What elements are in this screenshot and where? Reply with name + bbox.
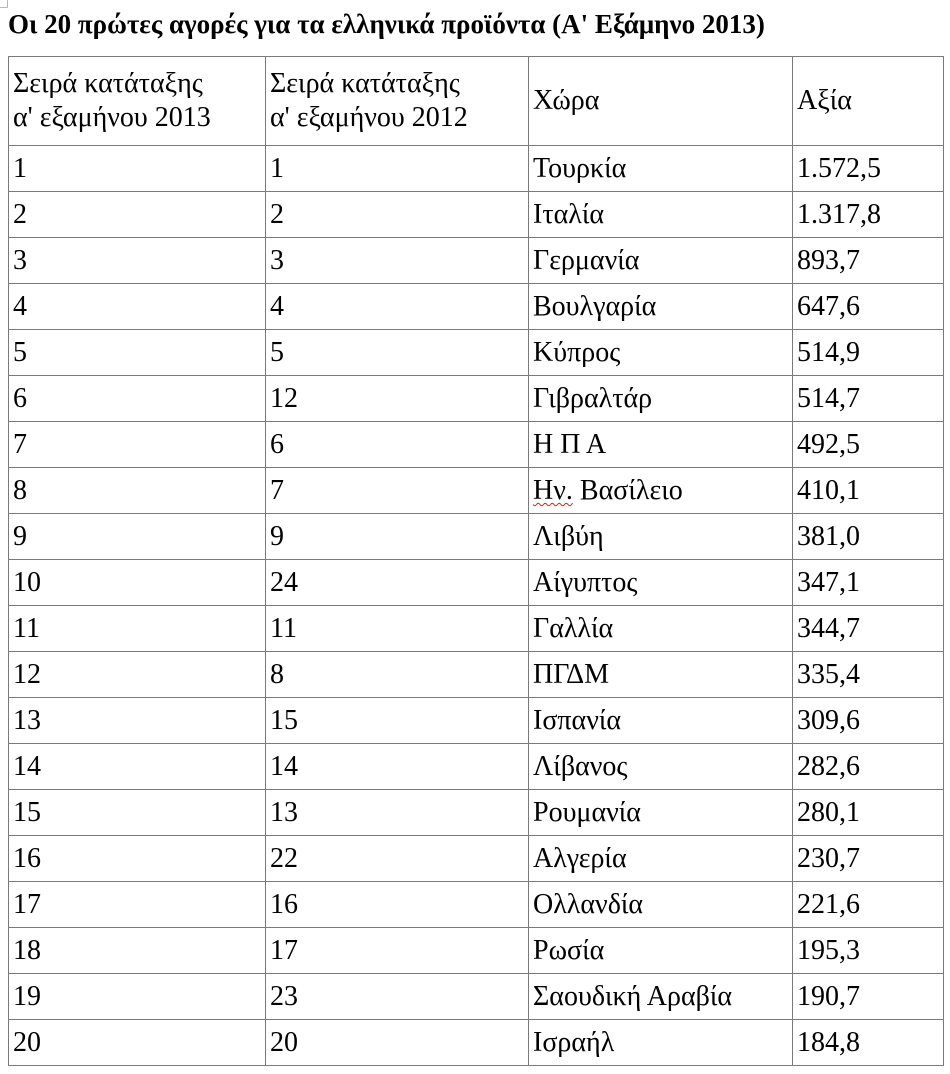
cell-value: 335,4 xyxy=(793,652,944,698)
cell-rank-2012: 22 xyxy=(266,836,529,882)
cell-value: 1.317,8 xyxy=(793,192,944,238)
cell-country: Γερμανία xyxy=(529,238,793,284)
table-row xyxy=(9,698,944,744)
cell-value: 514,9 xyxy=(793,330,944,376)
cell-value: 230,7 xyxy=(793,836,944,882)
table-row xyxy=(9,376,944,422)
cell-country: Ρουμανία xyxy=(529,790,793,836)
table-row xyxy=(9,330,944,376)
table-row xyxy=(9,422,944,468)
cell-value: 647,6 xyxy=(793,284,944,330)
cell-country: Σαουδική Αραβία xyxy=(529,974,793,1020)
cell-rank-2013: 7 xyxy=(9,422,266,468)
cell-country: Η Π Α xyxy=(529,422,793,468)
cell-rank-2013: 18 xyxy=(9,928,266,974)
cell-rank-2013: 1 xyxy=(9,146,266,192)
table-row xyxy=(9,146,944,192)
cell-rank-2012: 5 xyxy=(266,330,529,376)
cell-country: Τουρκία xyxy=(529,146,793,192)
cell-rank-2013: 9 xyxy=(9,514,266,560)
header-rank-2013 xyxy=(9,57,266,146)
table-row xyxy=(9,1020,944,1066)
spellcheck-flagged-word[interactable]: Ην. xyxy=(533,475,573,506)
table-row xyxy=(9,744,944,790)
table-row xyxy=(9,284,944,330)
cell-value: 514,7 xyxy=(793,376,944,422)
cell-rank-2013: 8 xyxy=(9,468,266,514)
table-row xyxy=(9,790,944,836)
cell-rank-2013: 15 xyxy=(9,790,266,836)
cell-value: 492,5 xyxy=(793,422,944,468)
cell-rank-2013: 11 xyxy=(9,606,266,652)
table-row xyxy=(9,192,944,238)
document-corner-mark xyxy=(0,0,8,8)
cell-country xyxy=(529,468,793,514)
cell-rank-2012: 12 xyxy=(266,376,529,422)
table-row xyxy=(9,468,944,514)
cell-value: 347,1 xyxy=(793,560,944,606)
header-rank-2013-line1: Σειρά κατάταξης xyxy=(13,68,203,99)
table-row xyxy=(9,882,944,928)
cell-value: 282,6 xyxy=(793,744,944,790)
cell-rank-2013: 16 xyxy=(9,836,266,882)
markets-table xyxy=(8,56,944,1066)
cell-value: 410,1 xyxy=(793,468,944,514)
cell-rank-2012: 7 xyxy=(266,468,529,514)
cell-rank-2012: 14 xyxy=(266,744,529,790)
header-country: Χώρα xyxy=(529,57,793,146)
cell-country: Γιβραλτάρ xyxy=(529,376,793,422)
cell-country: Ισπανία xyxy=(529,698,793,744)
cell-country: Αίγυπτος xyxy=(529,560,793,606)
cell-value: 344,7 xyxy=(793,606,944,652)
cell-rank-2012: 24 xyxy=(266,560,529,606)
cell-rank-2013: 14 xyxy=(9,744,266,790)
table-row xyxy=(9,836,944,882)
table-row xyxy=(9,238,944,284)
cell-rank-2012: 4 xyxy=(266,284,529,330)
cell-country: Ολλανδία xyxy=(529,882,793,928)
cell-country: Κύπρος xyxy=(529,330,793,376)
cell-rank-2012: 11 xyxy=(266,606,529,652)
table-row xyxy=(9,606,944,652)
cell-rank-2012: 3 xyxy=(266,238,529,284)
cell-country: Λιβύη xyxy=(529,514,793,560)
cell-country: ΠΓΔΜ xyxy=(529,652,793,698)
cell-country: Ρωσία xyxy=(529,928,793,974)
cell-rank-2013: 5 xyxy=(9,330,266,376)
cell-country: Λίβανος xyxy=(529,744,793,790)
header-rank-2012-line2: α' εξαμήνου 2012 xyxy=(270,102,468,133)
cell-rank-2012: 2 xyxy=(266,192,529,238)
cell-rank-2012: 17 xyxy=(266,928,529,974)
cell-rank-2013: 2 xyxy=(9,192,266,238)
cell-rank-2013: 10 xyxy=(9,560,266,606)
cell-rank-2012: 15 xyxy=(266,698,529,744)
cell-rank-2013: 12 xyxy=(9,652,266,698)
cell-rank-2012: 1 xyxy=(266,146,529,192)
header-rank-2012 xyxy=(266,57,529,146)
cell-rank-2013: 3 xyxy=(9,238,266,284)
cell-value: 280,1 xyxy=(793,790,944,836)
cell-value: 190,7 xyxy=(793,974,944,1020)
header-rank-2012-line1: Σειρά κατάταξης xyxy=(270,68,460,99)
cell-rank-2013: 6 xyxy=(9,376,266,422)
country-name-rest: Βασίλειο xyxy=(572,475,683,506)
table-row xyxy=(9,514,944,560)
header-rank-2013-line2: α' εξαμήνου 2013 xyxy=(13,102,211,133)
cell-value: 1.572,5 xyxy=(793,146,944,192)
cell-value: 309,6 xyxy=(793,698,944,744)
cell-country: Ισραήλ xyxy=(529,1020,793,1066)
cell-rank-2012: 6 xyxy=(266,422,529,468)
cell-country: Βουλγαρία xyxy=(529,284,793,330)
table-header-row xyxy=(9,57,944,146)
table-row xyxy=(9,652,944,698)
cell-rank-2012: 16 xyxy=(266,882,529,928)
table-row xyxy=(9,928,944,974)
cell-country: Γαλλία xyxy=(529,606,793,652)
cell-value: 195,3 xyxy=(793,928,944,974)
cell-rank-2012: 9 xyxy=(266,514,529,560)
cell-rank-2013: 17 xyxy=(9,882,266,928)
cell-rank-2012: 23 xyxy=(266,974,529,1020)
cell-value: 893,7 xyxy=(793,238,944,284)
cell-rank-2013: 13 xyxy=(9,698,266,744)
cell-country: Ιταλία xyxy=(529,192,793,238)
cell-rank-2012: 13 xyxy=(266,790,529,836)
document-title: Οι 20 πρώτες αγορές για τα ελληνικά προϊόντα (Α' Εξάμηνο 2013) xyxy=(8,9,765,39)
cell-value: 381,0 xyxy=(793,514,944,560)
cell-rank-2012: 8 xyxy=(266,652,529,698)
header-value: Αξία xyxy=(793,57,944,146)
cell-value: 184,8 xyxy=(793,1020,944,1066)
cell-rank-2013: 4 xyxy=(9,284,266,330)
cell-rank-2013: 19 xyxy=(9,974,266,1020)
table-row xyxy=(9,560,944,606)
cell-country: Αλγερία xyxy=(529,836,793,882)
cell-rank-2012: 20 xyxy=(266,1020,529,1066)
cell-rank-2013: 20 xyxy=(9,1020,266,1066)
table-row xyxy=(9,974,944,1020)
cell-value: 221,6 xyxy=(793,882,944,928)
